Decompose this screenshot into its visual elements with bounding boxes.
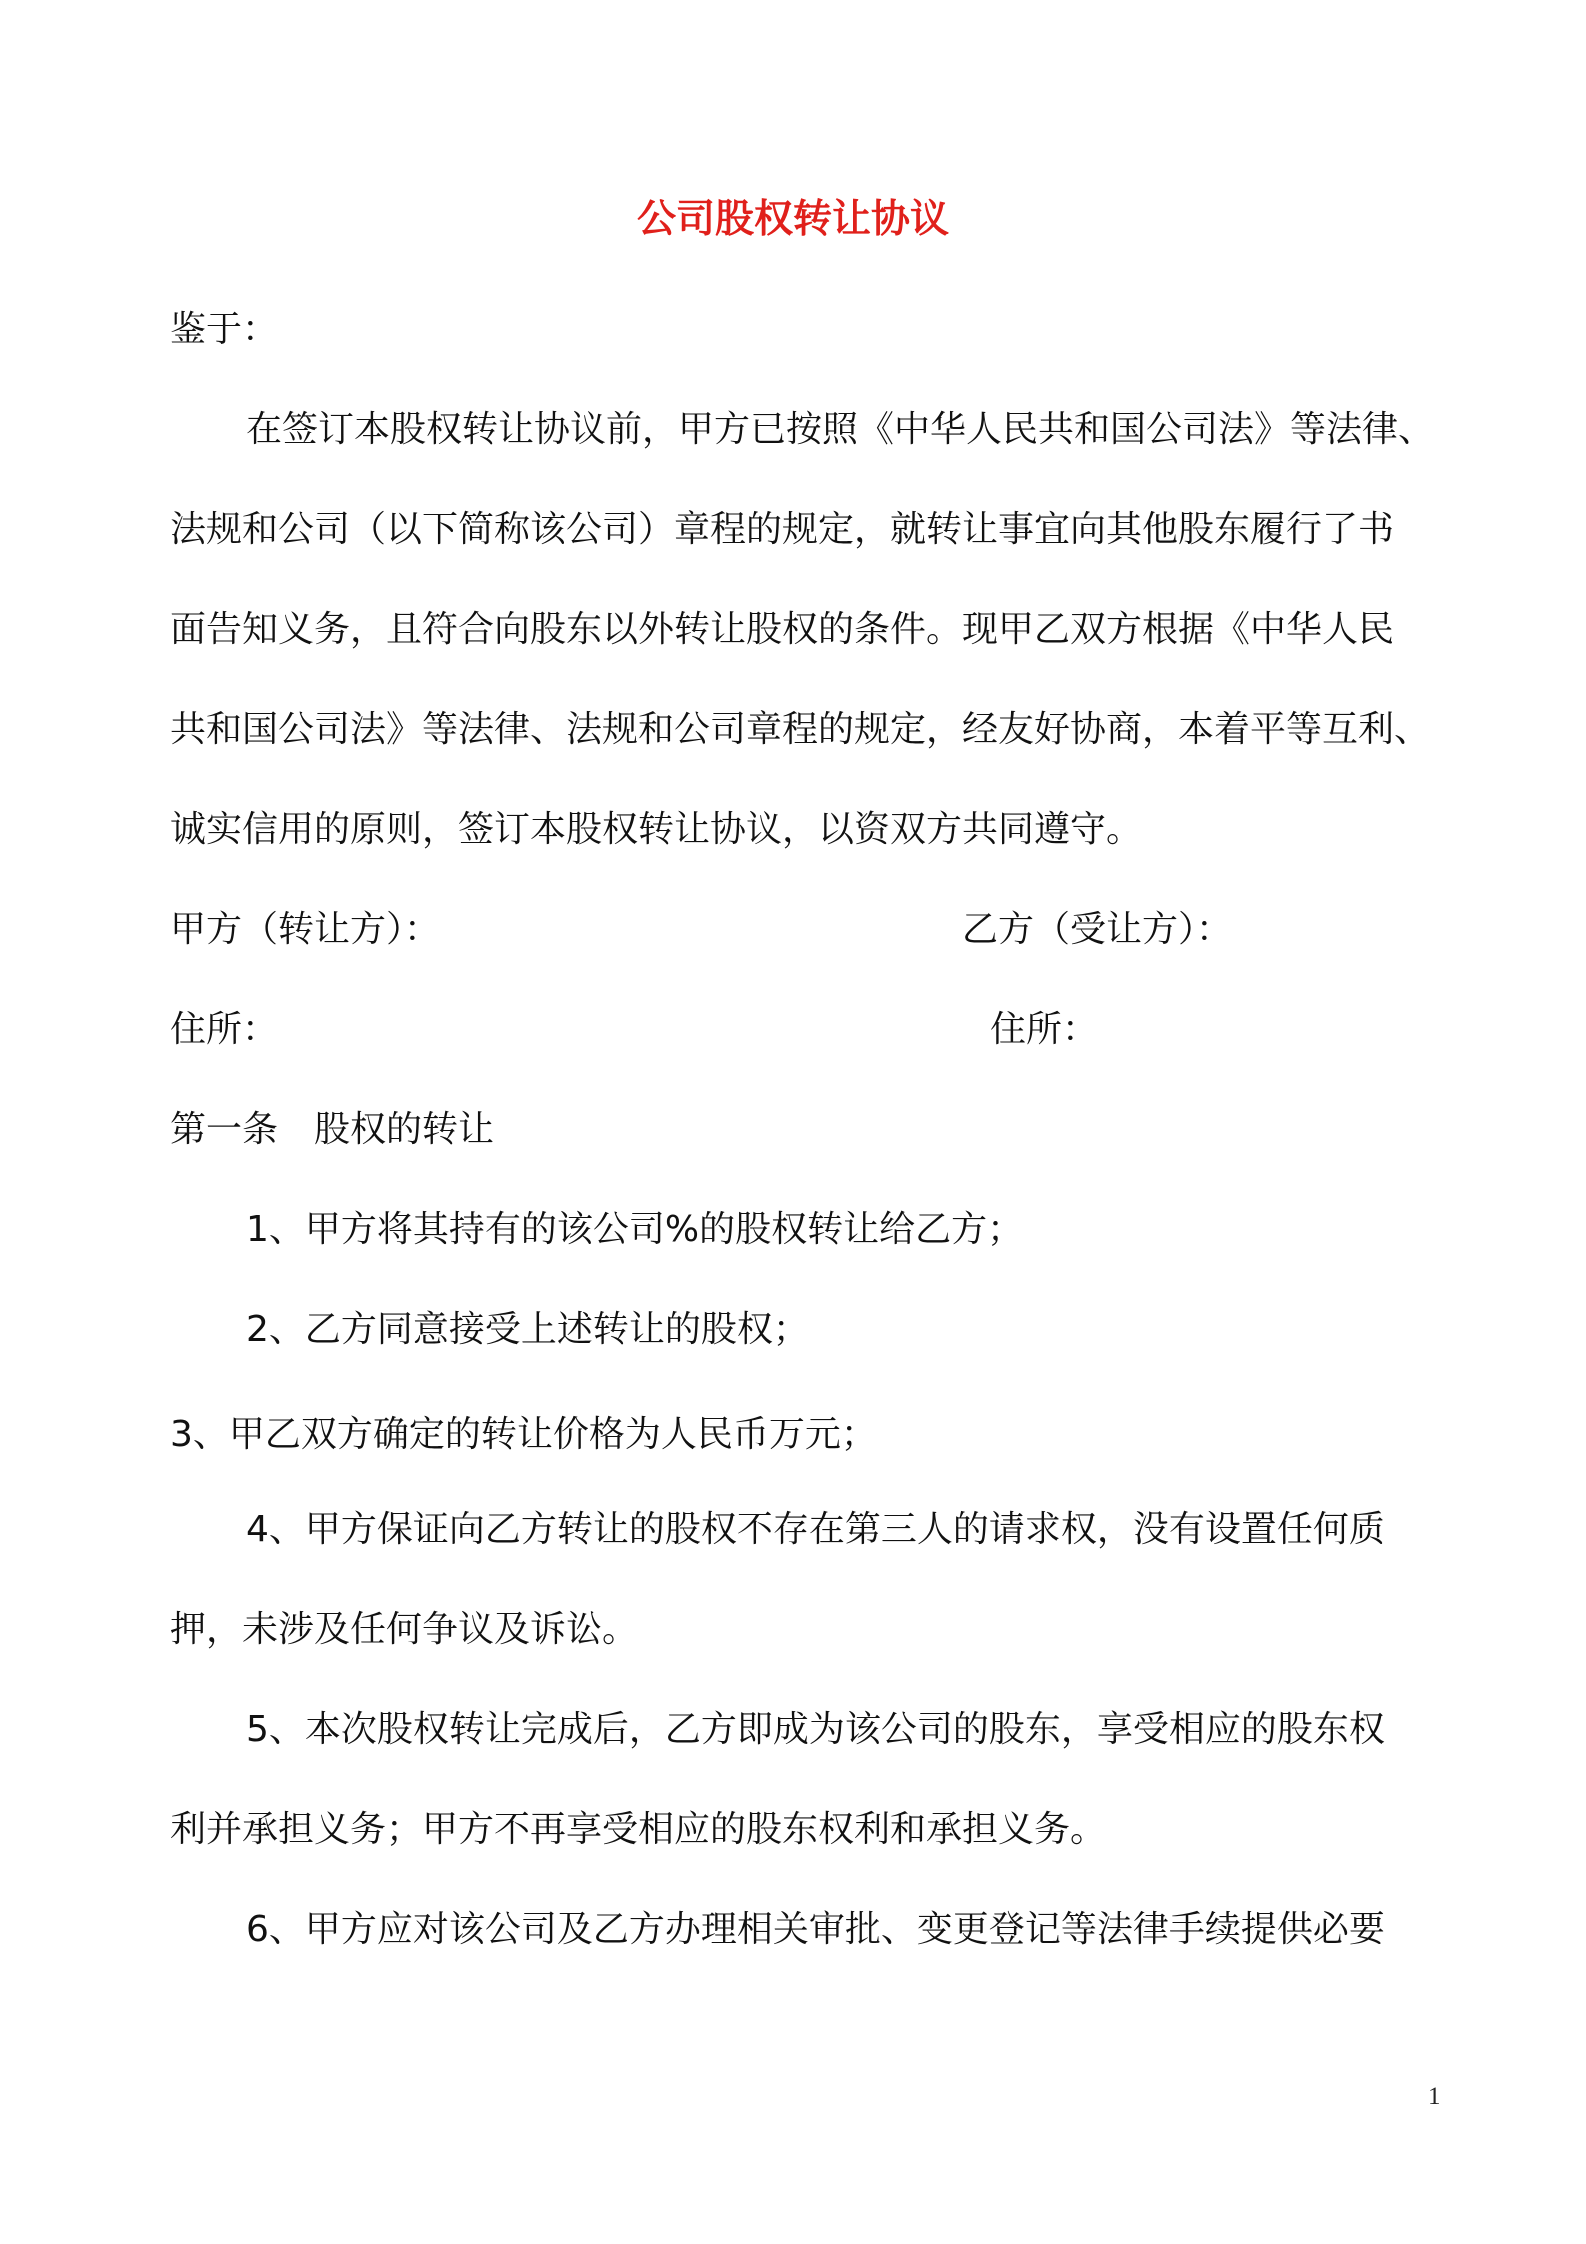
preamble-line-3: 面告知义务，且符合向股东以外转让股权的条件。现甲乙双方根据《中华人民 bbox=[170, 609, 1395, 650]
party-a-address-label: 住所： bbox=[170, 1009, 279, 1050]
preamble-line-1: 在签订本股权转让协议前，甲方已按照《中华人民共和国公司法》等法律、 bbox=[246, 409, 1435, 450]
preamble-line-5: 诚实信用的原则，签订本股权转让协议，以资双方共同遵守。 bbox=[170, 809, 1143, 850]
party-b-address-label: 住所： bbox=[990, 1009, 1099, 1050]
clause-line: 2、乙方同意接受上述转让的股权； bbox=[246, 1309, 809, 1350]
clause-line: 4、甲方保证向乙方转让的股权不存在第三人的请求权，没有设置任何质 bbox=[246, 1509, 1385, 1550]
clause-line: 6、甲方应对该公司及乙方办理相关审批、变更登记等法律手续提供必要 bbox=[246, 1909, 1385, 1950]
clause-line: 3、甲乙双方确定的转让价格为人民币万元； bbox=[170, 1414, 877, 1455]
whereas-label: 鉴于： bbox=[170, 309, 279, 350]
party-a-label: 甲方（转让方）： bbox=[170, 909, 441, 950]
preamble-line-4: 共和国公司法》等法律、法规和公司章程的规定，经友好协商，本着平等互利、 bbox=[170, 709, 1431, 750]
article-1-heading: 第一条 股权的转让 bbox=[170, 1109, 495, 1150]
clause-line: 5、本次股权转让完成后，乙方即成为该公司的股东，享受相应的股东权 bbox=[246, 1709, 1385, 1750]
clause-line: 利并承担义务；甲方不再享受相应的股东权利和承担义务。 bbox=[170, 1809, 1107, 1850]
party-b-label: 乙方（受让方）： bbox=[962, 909, 1233, 950]
preamble-line-2: 法规和公司（以下简称该公司）章程的规定，就转让事宜向其他股东履行了书 bbox=[170, 509, 1395, 550]
page-number: 1 bbox=[1428, 2083, 1441, 2110]
document-title: 公司股权转让协议 bbox=[636, 197, 949, 242]
clause-line: 押，未涉及任何争议及诉讼。 bbox=[170, 1609, 639, 1650]
clause-line: 1、甲方将其持有的该公司%的股权转让给乙方； bbox=[246, 1209, 1024, 1250]
